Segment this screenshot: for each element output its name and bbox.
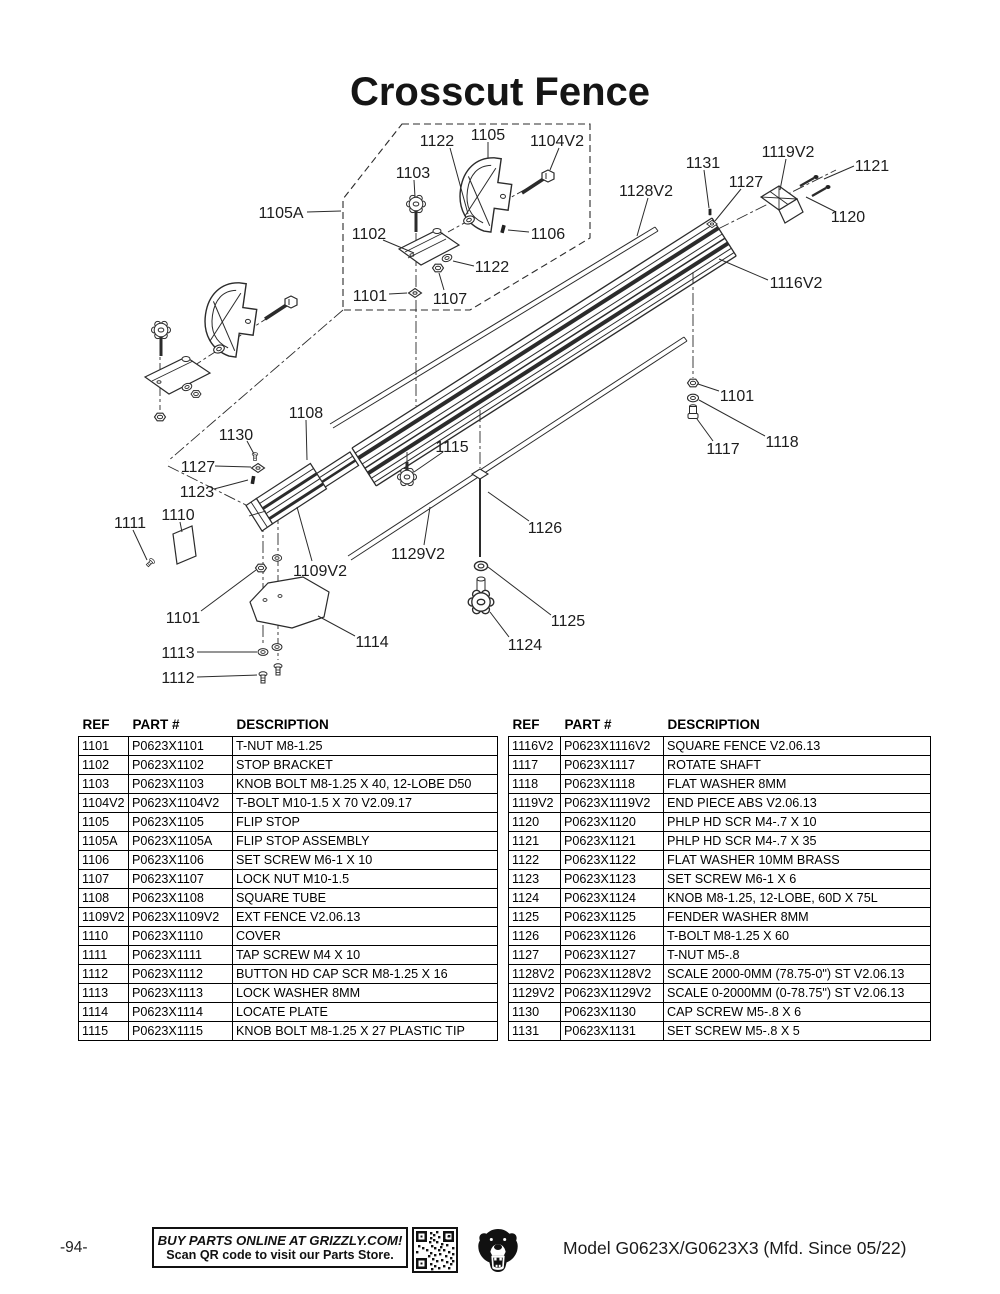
flat-washer [688, 394, 699, 402]
part-ref-label: 1101 [165, 610, 201, 627]
part-number-cell: P0623X1113 [129, 984, 233, 1003]
part-ref-label: 1126 [527, 520, 563, 537]
ref-cell: 1109V2 [79, 908, 129, 927]
table-row [509, 775, 931, 794]
ref-cell: 1113 [79, 984, 129, 1003]
ref-cell: 1112 [79, 965, 129, 984]
ref-cell: 1130 [509, 1003, 561, 1022]
table-row [509, 965, 931, 984]
ref-cell: 1111 [79, 946, 129, 965]
table-row [509, 984, 931, 1003]
table-row [79, 851, 498, 870]
page-number: -94- [60, 1239, 88, 1256]
table-row [79, 889, 498, 908]
header-ref: REF [512, 716, 540, 732]
part-number-cell: P0623X1110 [129, 927, 233, 946]
description-cell: LOCK NUT M10-1.5 [233, 870, 498, 889]
square-fence-extrusion [352, 218, 736, 486]
table-row [79, 946, 498, 965]
part-ref-label: 1115 [435, 439, 469, 456]
part-ref-label: 1112 [161, 670, 195, 687]
table-row [79, 965, 498, 984]
description-cell: COVER [233, 927, 498, 946]
part-ref-label: 1101 [719, 388, 755, 405]
part-ref-label: 1102 [351, 226, 387, 243]
table-row [509, 927, 931, 946]
part-number-cell: P0623X1104V2 [129, 794, 233, 813]
part-number-cell: P0623X1122 [561, 851, 664, 870]
ref-cell: 1105 [79, 813, 129, 832]
table-row [79, 832, 498, 851]
part-ref-label: 1122 [419, 133, 455, 150]
cap-screw [252, 453, 258, 461]
table-row [79, 927, 498, 946]
grizzly-bear-logo [477, 1227, 519, 1273]
button-head-screw [259, 672, 267, 683]
part-ref-label: 1104V2 [530, 133, 584, 150]
ref-cell: 1110 [79, 927, 129, 946]
part-number-cell: P0623X1119V2 [561, 794, 664, 813]
table-header-row [79, 715, 498, 737]
part-number-cell: P0623X1118 [561, 775, 664, 794]
part-number-cell: P0623X1124 [561, 889, 664, 908]
part-ref-label: 1128V2 [619, 183, 673, 200]
table-row [79, 908, 498, 927]
description-cell: KNOB BOLT M8-1.25 X 27 PLASTIC TIP [233, 1022, 498, 1041]
table-row [509, 832, 931, 851]
part-ref-label: 1111 [113, 515, 147, 532]
page-title: Crosscut Fence [349, 70, 651, 114]
part-ref-label: 1109V2 [293, 563, 347, 580]
part-ref-label: 1107 [432, 291, 468, 308]
table-row [509, 737, 931, 756]
banner-line2: Scan QR code to visit our Parts Store. [166, 1248, 394, 1262]
ref-cell: 1102 [79, 756, 129, 775]
ref-cell: 1118 [509, 775, 561, 794]
set-screw-1131 [709, 209, 712, 215]
table-row [79, 870, 498, 889]
cover-plate [173, 526, 196, 564]
banner-line1: BUY PARTS ONLINE AT GRIZZLY.COM! [157, 1233, 403, 1248]
ref-cell: 1106 [79, 851, 129, 870]
part-number-cell: P0623X1101 [129, 737, 233, 756]
ref-cell: 1108 [79, 889, 129, 908]
part-ref-label: 1117 [706, 441, 740, 458]
t-nut [688, 379, 699, 387]
description-cell: T-NUT M5-.8 [664, 946, 931, 965]
ref-cell: 1128V2 [509, 965, 561, 984]
qr-code-icon [412, 1227, 458, 1273]
ref-cell: 1119V2 [509, 794, 561, 813]
table-row [509, 756, 931, 775]
description-cell: ROTATE SHAFT [664, 756, 931, 775]
ref-cell: 1104V2 [79, 794, 129, 813]
part-number-cell: P0623X1103 [129, 775, 233, 794]
ref-cell: 1122 [509, 851, 561, 870]
part-number-cell: P0623X1102 [129, 756, 233, 775]
part-number-cell: P0623X1115 [129, 1022, 233, 1041]
part-ref-label: 1116V2 [769, 275, 823, 292]
ref-cell: 1123 [509, 870, 561, 889]
part-ref-label: 1101 [352, 288, 388, 305]
part-number-cell: P0623X1106 [129, 851, 233, 870]
part-ref-label: 1119V2 [761, 144, 815, 161]
t-nut-right [707, 220, 717, 227]
lock-washer-2 [272, 644, 282, 651]
part-ref-label: 1122 [474, 259, 510, 276]
description-cell: END PIECE ABS V2.06.13 [664, 794, 931, 813]
part-ref-label: 1123 [179, 484, 215, 501]
table-row [509, 813, 931, 832]
lock-washer [258, 649, 268, 656]
parts-table-right [508, 715, 931, 1041]
buy-parts-banner [152, 1227, 408, 1268]
ref-cell: 1116V2 [509, 737, 561, 756]
description-cell: FENDER WASHER 8MM [664, 908, 931, 927]
header-part: PART # [564, 716, 612, 732]
table-row [509, 870, 931, 889]
washer-bottom [272, 555, 281, 561]
description-cell: FLAT WASHER 10MM BRASS [664, 851, 931, 870]
part-number-cell: P0623X1105A [129, 832, 233, 851]
part-ref-label: 1124 [507, 637, 543, 654]
t-bolt-column [472, 469, 488, 557]
part-ref-label: 1105 [470, 127, 506, 144]
description-cell: KNOB BOLT M8-1.25 X 40, 12-LOBE D50 [233, 775, 498, 794]
part-ref-label: 1110 [161, 507, 195, 524]
part-number-cell: P0623X1131 [561, 1022, 664, 1041]
part-number-cell: P0623X1109V2 [129, 908, 233, 927]
part-number-cell: P0623X1105 [129, 813, 233, 832]
part-ref-label: 1121 [854, 158, 890, 175]
table-row [79, 1022, 498, 1041]
ref-cell: 1107 [79, 870, 129, 889]
description-cell: T-BOLT M10-1.5 X 70 V2.09.17 [233, 794, 498, 813]
part-ref-label: 1105A [258, 205, 304, 222]
part-number-cell: P0623X1114 [129, 1003, 233, 1022]
description-cell: LOCK WASHER 8MM [233, 984, 498, 1003]
description-cell: CAP SCREW M5-.8 X 6 [664, 1003, 931, 1022]
ref-cell: 1125 [509, 908, 561, 927]
button-head-screw-2 [274, 664, 282, 675]
part-number-cell: P0623X1117 [561, 756, 664, 775]
lobe-knob-head [468, 590, 494, 613]
part-ref-label: 1131 [685, 155, 721, 172]
part-number-cell: P0623X1111 [129, 946, 233, 965]
part-ref-label: 1127 [180, 459, 216, 476]
table-row [79, 756, 498, 775]
description-cell: SCALE 0-2000MM (0-78.75") ST V2.06.13 [664, 984, 931, 1003]
part-number-cell: P0623X1120 [561, 813, 664, 832]
description-cell: PHLP HD SCR M4-.7 X 35 [664, 832, 931, 851]
description-cell: STOP BRACKET [233, 756, 498, 775]
ext-fence [246, 464, 327, 532]
description-cell: SET SCREW M6-1 X 10 [233, 851, 498, 870]
part-ref-label: 1114 [355, 634, 389, 651]
description-cell: SCALE 2000-0MM (78.75-0") ST V2.06.13 [664, 965, 931, 984]
table-row [79, 775, 498, 794]
ref-cell: 1120 [509, 813, 561, 832]
header-ref: REF [82, 716, 110, 732]
table-row [509, 946, 931, 965]
description-cell: SET SCREW M5-.8 X 5 [664, 1022, 931, 1041]
ref-cell: 1101 [79, 737, 129, 756]
table-row [79, 794, 498, 813]
ref-cell: 1131 [509, 1022, 561, 1041]
description-cell: FLAT WASHER 8MM [664, 775, 931, 794]
part-ref-label: 1118 [765, 434, 799, 451]
description-cell: SQUARE TUBE [233, 889, 498, 908]
exploded-parts-diagram [0, 110, 1000, 710]
parts-table-left [78, 715, 498, 1041]
description-cell: FLIP STOP [233, 813, 498, 832]
part-ref-label: 1125 [550, 613, 586, 630]
description-cell: PHLP HD SCR M4-.7 X 10 [664, 813, 931, 832]
ref-cell: 1129V2 [509, 984, 561, 1003]
header-description: DESCRIPTION [236, 716, 329, 732]
ref-cell: 1117 [509, 756, 561, 775]
part-ref-label: 1127 [728, 174, 764, 191]
scale-strip-2000-0 [330, 227, 658, 428]
description-cell: BUTTON HD CAP SCR M8-1.25 X 16 [233, 965, 498, 984]
fender-washer [474, 561, 487, 570]
part-ref-label: 1106 [530, 226, 566, 243]
table-row [79, 984, 498, 1003]
table-row [509, 1022, 931, 1041]
part-ref-label: 1120 [830, 209, 866, 226]
ref-cell: 1114 [79, 1003, 129, 1022]
part-ref-label: 1113 [161, 645, 195, 662]
table-row [509, 908, 931, 927]
table-row [509, 889, 931, 908]
part-ref-label: 1129V2 [391, 546, 445, 563]
part-number-cell: P0623X1127 [561, 946, 664, 965]
description-cell: SET SCREW M6-1 X 6 [664, 870, 931, 889]
description-cell: EXT FENCE V2.06.13 [233, 908, 498, 927]
part-number-cell: P0623X1128V2 [561, 965, 664, 984]
ref-cell: 1126 [509, 927, 561, 946]
ref-cell: 1124 [509, 889, 561, 908]
set-screw-1123 [251, 476, 256, 485]
t-nut-bottom [256, 564, 267, 572]
leader-lines [133, 142, 854, 677]
table-row [509, 794, 931, 813]
locate-plate [250, 577, 329, 628]
part-number-cell: P0623X1107 [129, 870, 233, 889]
ref-cell: 1127 [509, 946, 561, 965]
flip-stop-assembly [145, 279, 297, 421]
ref-cell: 1115 [79, 1022, 129, 1041]
part-number-cell: P0623X1108 [129, 889, 233, 908]
t-nut-left [252, 464, 265, 473]
part-number-cell: P0623X1123 [561, 870, 664, 889]
description-cell: SQUARE FENCE V2.06.13 [664, 737, 931, 756]
table-row [79, 737, 498, 756]
table-header-row [509, 715, 931, 737]
part-ref-label: 1103 [395, 165, 431, 182]
table-row [509, 1003, 931, 1022]
part-number-cell: P0623X1112 [129, 965, 233, 984]
part-number-cell: P0623X1116V2 [561, 737, 664, 756]
header-part: PART # [132, 716, 180, 732]
ref-cell: 1105A [79, 832, 129, 851]
table-row [79, 1003, 498, 1022]
description-cell: KNOB M8-1.25, 12-LOBE, 60D X 75L [664, 889, 931, 908]
ref-cell: 1121 [509, 832, 561, 851]
part-number-cell: P0623X1121 [561, 832, 664, 851]
part-number-cell: P0623X1130 [561, 1003, 664, 1022]
header-description: DESCRIPTION [667, 716, 760, 732]
description-cell: LOCATE PLATE [233, 1003, 498, 1022]
description-cell: FLIP STOP ASSEMBLY [233, 832, 498, 851]
part-ref-label: 1108 [288, 405, 324, 422]
part-number-cell: P0623X1126 [561, 927, 664, 946]
center-lines [160, 170, 836, 660]
end-piece [761, 186, 803, 223]
part-ref-label: 1130 [218, 427, 254, 444]
model-info: Model G0623X/G0623X3 (Mfd. Since 05/22) [563, 1238, 907, 1258]
table-row [509, 851, 931, 870]
description-cell: T-NUT M8-1.25 [233, 737, 498, 756]
part-number-cell: P0623X1125 [561, 908, 664, 927]
description-cell: T-BOLT M8-1.25 X 60 [664, 927, 931, 946]
part-number-cell: P0623X1129V2 [561, 984, 664, 1003]
ref-cell: 1103 [79, 775, 129, 794]
rotate-shaft [688, 405, 698, 419]
description-cell: TAP SCREW M4 X 10 [233, 946, 498, 965]
table-row [79, 813, 498, 832]
